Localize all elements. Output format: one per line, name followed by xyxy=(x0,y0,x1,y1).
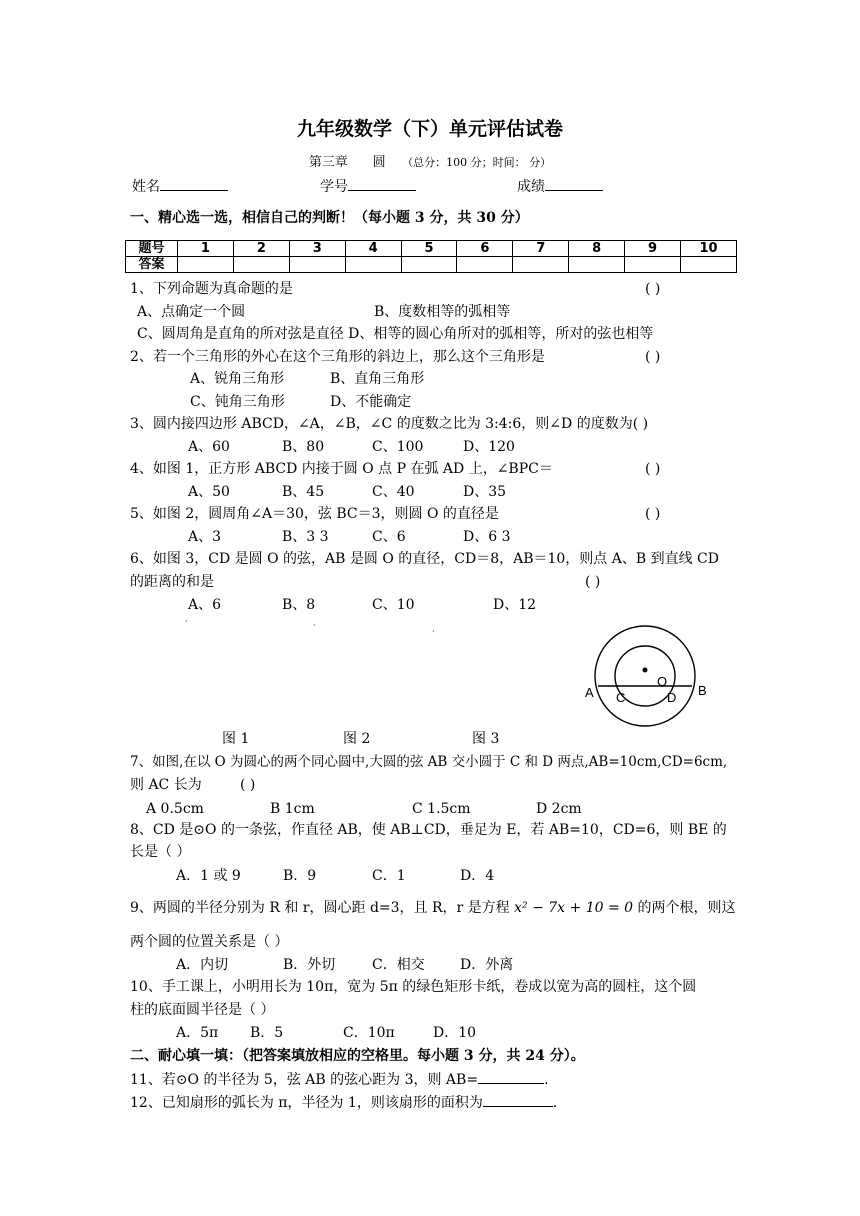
chapter-subtitle xyxy=(0,153,860,173)
q10-option-c: C．10π xyxy=(343,1025,395,1041)
q12-end: . xyxy=(552,1095,558,1111)
q3-stem: 3、圆内接四边形 ABCD，∠A，∠B，∠C 的度数之比为 3:4:6，则∠D 的度数为( ) xyxy=(130,416,649,432)
table-row xyxy=(126,257,737,273)
name-field[interactable] xyxy=(132,176,228,197)
score-info: （总分：100 分；时间： 分） xyxy=(402,156,552,169)
table-cell: 10 xyxy=(681,241,737,257)
q9-equation: x² − 7x + 10 = 0 xyxy=(514,900,634,916)
concentric-circles-figure xyxy=(580,618,720,738)
q8-option-b: B．9 xyxy=(283,868,317,884)
q9-option-d: D．外离 xyxy=(460,957,514,973)
answer-cell[interactable] xyxy=(401,257,457,273)
q2-option-a: A、锐角三角形 xyxy=(190,371,285,387)
q4-option-c: C、40 xyxy=(372,484,415,500)
name-blank[interactable] xyxy=(160,176,228,191)
figure1-placeholder: · xyxy=(185,617,188,626)
q4-option-d: D、35 xyxy=(463,484,507,500)
q7-option-b: B 1cm xyxy=(270,801,315,817)
answer-cell[interactable] xyxy=(681,257,737,273)
table-cell: 3 xyxy=(289,241,345,257)
q11 xyxy=(130,1069,549,1090)
q6-option-b: B、8 xyxy=(282,597,316,613)
answer-cell[interactable] xyxy=(513,257,569,273)
figure1-caption: 图 1 xyxy=(222,731,250,747)
q12-text: 12、已知扇形的弧长为 π，半径为 1，则该扇形的面积为 xyxy=(130,1095,483,1111)
q11-text: 11、若⊙O 的半径为 5，弦 AB 的弦心距为 3，则 AB= xyxy=(130,1072,479,1088)
q1-option-b: B、度数相等的弧相等 xyxy=(374,304,511,320)
answer-table xyxy=(125,240,737,273)
answer-cell[interactable] xyxy=(178,257,234,273)
q7-option-c: C 1.5cm xyxy=(412,801,471,817)
q1-option-a: A、点确定一个圆 xyxy=(137,304,246,320)
table-cell: 4 xyxy=(345,241,401,257)
q6-option-c: C、10 xyxy=(372,597,415,613)
label-c: C xyxy=(616,690,626,705)
q9-option-a: A．内切 xyxy=(176,957,229,973)
table-cell: 8 xyxy=(569,241,625,257)
answer-cell[interactable] xyxy=(625,257,681,273)
chapter-label: 第三章 xyxy=(308,155,348,170)
q4-stem: 4、如图 1，正方形 ABCD 内接于圆 O 点 P 在弧 AD 上，∠BPC＝ xyxy=(130,461,553,477)
q5-option-a: A、3 xyxy=(188,529,222,545)
label-b: B xyxy=(698,683,707,698)
q7-option-d: D 2cm xyxy=(536,801,582,817)
table-cell: 1 xyxy=(178,241,234,257)
large-circle xyxy=(595,626,695,726)
table-cell: 5 xyxy=(401,241,457,257)
q7-line2: 则 AC 长为 xyxy=(130,777,202,793)
table-cell: 7 xyxy=(513,241,569,257)
q7-option-a: A 0.5cm xyxy=(146,801,204,817)
q3-option-a: A、60 xyxy=(188,439,230,455)
table-row xyxy=(126,241,737,257)
label-o: O xyxy=(657,674,668,689)
q8-line1: 8、CD 是⊙O 的一条弦，作直径 AB，使 AB⊥CD，垂足为 E，若 AB=10，CD=6，则 BE 的 xyxy=(130,822,727,838)
q2-option-d: D、不能确定 xyxy=(330,394,412,410)
q6-option-a: A、6 xyxy=(188,597,222,613)
answer-cell[interactable] xyxy=(345,257,401,273)
q4-option-b: B、45 xyxy=(282,484,325,500)
table-cell: 2 xyxy=(233,241,289,257)
q11-answer-blank[interactable] xyxy=(478,1069,544,1084)
q5-option-c: C、6 xyxy=(372,529,406,545)
answer-cell[interactable] xyxy=(569,257,625,273)
q10-option-a: A．5π xyxy=(176,1025,219,1041)
q9-option-b: B．外切 xyxy=(283,957,336,973)
q8-option-a: A．1 或 9 xyxy=(176,868,241,884)
q2-bracket[interactable]: ( ) xyxy=(645,349,661,365)
q8-line2: 长是（ ） xyxy=(130,844,191,860)
figure3-caption: 图 3 xyxy=(472,731,500,747)
answer-cell[interactable] xyxy=(457,257,513,273)
chapter-topic: 圆 xyxy=(372,155,386,170)
label-a: A xyxy=(585,685,594,700)
q3-option-b: B、80 xyxy=(282,439,325,455)
q1-bracket[interactable]: ( ) xyxy=(645,281,661,297)
q10-option-b: B．5 xyxy=(250,1025,284,1041)
answer-cell[interactable] xyxy=(233,257,289,273)
grade-field[interactable] xyxy=(517,176,603,197)
q12-answer-blank[interactable] xyxy=(483,1092,553,1107)
q7-bracket[interactable]: ( ) xyxy=(240,777,256,793)
q9-line1 xyxy=(130,898,736,918)
id-label: 学号 xyxy=(320,179,348,195)
q10-line1: 10、手工课上，小明用长为 10π，宽为 5π 的绿色矩形卡纸，卷成以宽为高的圆柱，这个圆 xyxy=(130,979,697,995)
page-title: 九年级数学（下）单元评估试卷 xyxy=(296,118,563,140)
q3-option-c: C、100 xyxy=(372,439,424,455)
q6-option-d: D、12 xyxy=(493,597,537,613)
q5-option-b: B、3 3 xyxy=(282,529,329,545)
q8-option-d: D．4 xyxy=(460,868,495,884)
section2-heading: 二、耐心填一填：（把答案填放相应的空格里。每小题 3 分，共 24 分）。 xyxy=(130,1048,585,1064)
q6-bracket[interactable]: ( ) xyxy=(585,574,601,590)
q4-option-a: A、50 xyxy=(188,484,230,500)
q11-end: . xyxy=(544,1072,549,1088)
table-cell: 6 xyxy=(457,241,513,257)
q9-line1-end: 的两个根，则这 xyxy=(637,900,736,916)
q2-stem: 2、若一个三角形的外心在这个三角形的斜边上，那么这个三角形是 xyxy=(130,349,545,365)
q9-line2: 两个圆的位置关系是（ ） xyxy=(130,934,289,950)
id-field[interactable] xyxy=(320,176,416,197)
figure2-caption: 图 2 xyxy=(343,731,371,747)
q10-line2: 柱的底面圆半径是（ ） xyxy=(130,1002,275,1018)
row-header-answer: 答案 xyxy=(126,257,178,273)
q9-line1-start: 9、两圆的半径分别为 R 和 r，圆心距 d=3，且 R，r 是方程 xyxy=(130,900,510,916)
q2-option-b: B、直角三角形 xyxy=(330,371,425,387)
q12 xyxy=(130,1092,557,1113)
center-point xyxy=(643,668,648,673)
section1-heading: 一、精心选一选，相信自己的判断！（每小题 3 分，共 30 分） xyxy=(130,210,529,226)
q2-option-c: C、钝角三角形 xyxy=(190,394,285,410)
row-header-question-number: 题号 xyxy=(126,241,178,257)
id-blank[interactable] xyxy=(348,176,416,191)
q5-stem: 5、如图 2，圆周角∠A＝30，弦 BC＝3，则圆 O 的直径是 xyxy=(130,506,499,522)
grade-blank[interactable] xyxy=(545,176,603,191)
q7-line1: 7、如图,在以 O 为圆心的两个同心圆中,大圆的弦 AB 交小圆于 C 和 D 两点,AB=10cm,CD=6cm, xyxy=(130,754,728,770)
answer-cell[interactable] xyxy=(289,257,345,273)
q4-bracket[interactable]: ( ) xyxy=(645,461,661,477)
q5-bracket[interactable]: ( ) xyxy=(645,506,661,522)
q6-line2: 的距离的和是 xyxy=(130,574,214,590)
q6-line1: 6、如图 3，CD 是圆 O 的弦，AB 是圆 O 的直径，CD＝8，AB＝10，则点 A、B 到直线 CD xyxy=(130,551,719,567)
table-cell: 9 xyxy=(625,241,681,257)
q1-stem: 1、下列命题为真命题的是 xyxy=(130,281,293,297)
q1-option-cd: C、圆周角是直角的所对弦是直径 D、相等的圆心角所对的弧相等，所对的弦也相等 xyxy=(137,326,654,342)
grade-label: 成绩 xyxy=(517,179,545,195)
q9-option-c: C．相交 xyxy=(372,957,425,973)
figure3-placeholder: · xyxy=(432,627,435,636)
q5-option-d: D、6 3 xyxy=(463,529,511,545)
q8-option-c: C．1 xyxy=(372,868,406,884)
figure2-placeholder: · xyxy=(313,621,316,630)
q10-option-d: D．10 xyxy=(433,1025,477,1041)
label-d: D xyxy=(667,690,677,705)
name-label: 姓名 xyxy=(132,179,160,195)
q3-option-d: D、120 xyxy=(463,439,515,455)
